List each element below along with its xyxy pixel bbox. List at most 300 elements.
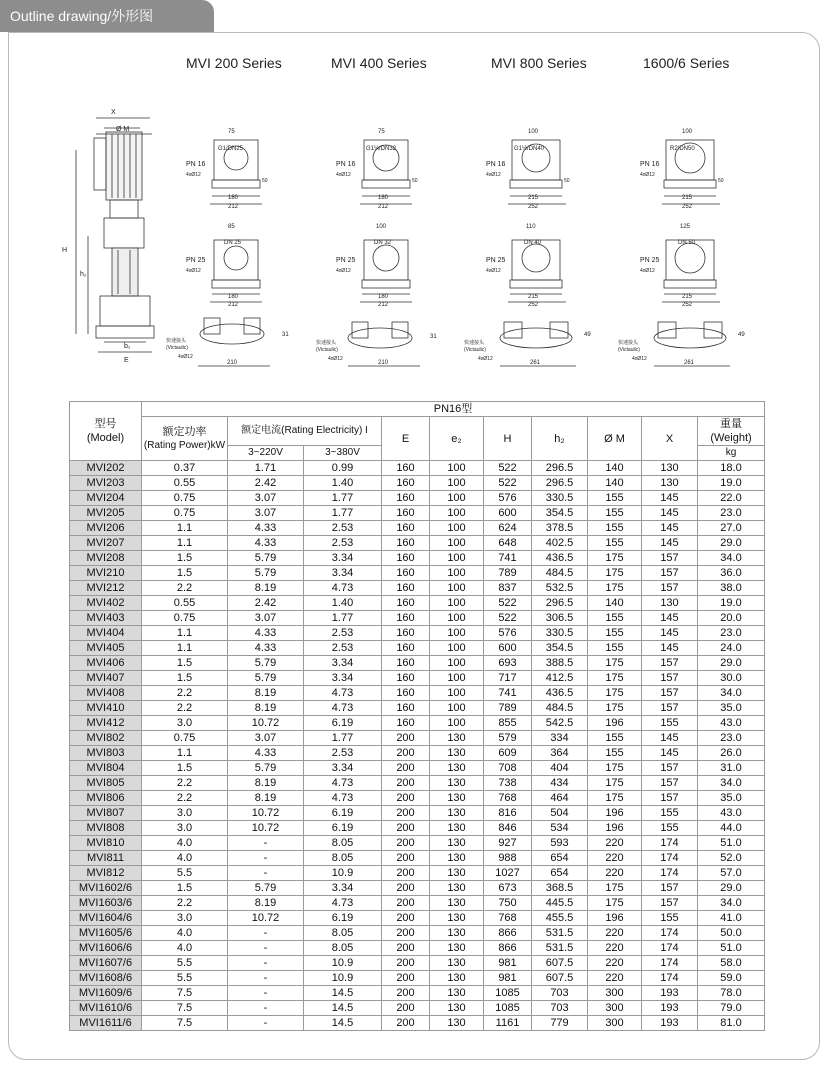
value-cell: 4.33: [228, 536, 304, 551]
value-cell: 306.5: [532, 611, 588, 626]
value-cell: 6.19: [304, 806, 382, 821]
value-cell: 145: [642, 626, 698, 641]
value-cell: 10.9: [304, 866, 382, 881]
mvi400-views: [348, 140, 420, 366]
value-cell: -: [228, 926, 304, 941]
value-cell: 193: [642, 1001, 698, 1016]
model-cell: MVI403: [70, 611, 142, 626]
value-cell: 155: [588, 641, 642, 656]
value-cell: 200: [382, 791, 430, 806]
model-cell: MVI812: [70, 866, 142, 881]
value-cell: 43.0: [698, 716, 765, 731]
value-cell: 2.2: [142, 791, 228, 806]
value-cell: 0.37: [142, 461, 228, 476]
svg-text:50: 50: [412, 178, 418, 184]
table-row: [70, 926, 765, 941]
value-cell: 2.2: [142, 686, 228, 701]
svg-text:49: 49: [738, 332, 745, 338]
svg-text:G1/DN25: G1/DN25: [218, 146, 244, 152]
table-row: [70, 761, 765, 776]
value-cell: 196: [588, 911, 642, 926]
value-cell: 200: [382, 941, 430, 956]
value-cell: 5.79: [228, 761, 304, 776]
svg-text:PN 16: PN 16: [486, 161, 506, 168]
series-title-mvi400: MVI 400 Series: [331, 55, 427, 71]
value-cell: 10.72: [228, 806, 304, 821]
value-cell: 703: [532, 986, 588, 1001]
value-cell: 5.5: [142, 956, 228, 971]
value-cell: 436.5: [532, 551, 588, 566]
table-row: [70, 686, 765, 701]
svg-text:100: 100: [528, 129, 539, 135]
value-cell: 4.73: [304, 776, 382, 791]
model-cell: MVI1604/6: [70, 911, 142, 926]
table-row: [70, 971, 765, 986]
model-cell: MVI405: [70, 641, 142, 656]
power-header: 额定功率 (Rating Power)kW: [142, 417, 228, 461]
value-cell: 130: [430, 821, 484, 836]
model-cell: MVI803: [70, 746, 142, 761]
svg-text:75: 75: [228, 129, 235, 135]
value-cell: 10.72: [228, 911, 304, 926]
model-header: 型号 (Model): [70, 402, 142, 461]
value-cell: 609: [484, 746, 532, 761]
value-cell: 464: [532, 791, 588, 806]
value-cell: 388.5: [532, 656, 588, 671]
col-header-h: H: [484, 417, 532, 461]
value-cell: 981: [484, 971, 532, 986]
table-row: [70, 746, 765, 761]
value-cell: 534: [532, 821, 588, 836]
value-cell: 174: [642, 941, 698, 956]
current-header: 额定电流(Rating Electricity) I: [228, 417, 382, 446]
svg-text:4xØ12: 4xØ12: [186, 172, 201, 178]
value-cell: 648: [484, 536, 532, 551]
value-cell: 175: [588, 896, 642, 911]
value-cell: 1.40: [304, 596, 382, 611]
value-cell: -: [228, 971, 304, 986]
value-cell: 34.0: [698, 896, 765, 911]
value-cell: 8.05: [304, 836, 382, 851]
value-cell: 160: [382, 626, 430, 641]
model-cell: MVI204: [70, 491, 142, 506]
value-cell: 330.5: [532, 491, 588, 506]
value-cell: 155: [642, 716, 698, 731]
value-cell: 59.0: [698, 971, 765, 986]
value-cell: 693: [484, 656, 532, 671]
mvi200-views: [198, 140, 270, 366]
value-cell: 1.77: [304, 491, 382, 506]
value-cell: 4.73: [304, 896, 382, 911]
value-cell: 155: [642, 911, 698, 926]
value-cell: 29.0: [698, 536, 765, 551]
value-cell: 8.05: [304, 926, 382, 941]
spec-table: [69, 401, 765, 1031]
value-cell: 10.72: [228, 821, 304, 836]
value-cell: 866: [484, 941, 532, 956]
svg-text:快速接头: 快速接头: [316, 340, 337, 346]
value-cell: 3.0: [142, 716, 228, 731]
value-cell: 300: [588, 1001, 642, 1016]
value-cell: 145: [642, 641, 698, 656]
value-cell: 19.0: [698, 476, 765, 491]
value-cell: 100: [430, 536, 484, 551]
value-cell: 29.0: [698, 656, 765, 671]
value-cell: 3.34: [304, 551, 382, 566]
value-cell: 296.5: [532, 461, 588, 476]
model-cell: MVI807: [70, 806, 142, 821]
value-cell: 175: [588, 566, 642, 581]
table-row: [70, 896, 765, 911]
svg-text:210: 210: [378, 360, 389, 366]
svg-text:252: 252: [528, 204, 539, 210]
svg-text:100: 100: [682, 129, 693, 135]
value-cell: 100: [430, 461, 484, 476]
col-header-e2: e₂: [430, 417, 484, 461]
value-cell: 6.19: [304, 716, 382, 731]
svg-text:261: 261: [530, 360, 541, 366]
value-cell: 522: [484, 476, 532, 491]
table-row: [70, 911, 765, 926]
group-header: PN16型: [142, 402, 765, 417]
col-header-h2: h₂: [532, 417, 588, 461]
svg-text:PN 16: PN 16: [640, 161, 660, 168]
model-cell: MVI1610/6: [70, 1001, 142, 1016]
value-cell: 23.0: [698, 626, 765, 641]
value-cell: 140: [588, 596, 642, 611]
value-cell: 4.0: [142, 941, 228, 956]
svg-text:100: 100: [376, 224, 387, 230]
value-cell: -: [228, 851, 304, 866]
value-cell: 130: [430, 956, 484, 971]
value-cell: 296.5: [532, 596, 588, 611]
value-cell: 220: [588, 971, 642, 986]
value-cell: 789: [484, 566, 532, 581]
value-cell: 175: [588, 686, 642, 701]
value-cell: 160: [382, 701, 430, 716]
value-cell: 3.07: [228, 731, 304, 746]
value-cell: 20.0: [698, 611, 765, 626]
value-cell: 8.05: [304, 851, 382, 866]
value-cell: 200: [382, 926, 430, 941]
svg-text:50: 50: [564, 178, 570, 184]
value-cell: 5.79: [228, 566, 304, 581]
value-cell: 160: [382, 521, 430, 536]
value-cell: 3.34: [304, 671, 382, 686]
svg-text:4xØ12: 4xØ12: [336, 172, 351, 178]
value-cell: 22.0: [698, 491, 765, 506]
value-cell: 160: [382, 551, 430, 566]
value-cell: 145: [642, 731, 698, 746]
svg-text:DN 32: DN 32: [374, 240, 392, 246]
value-cell: 79.0: [698, 1001, 765, 1016]
value-cell: 220: [588, 956, 642, 971]
value-cell: 100: [430, 716, 484, 731]
value-cell: 130: [430, 971, 484, 986]
svg-text:G1¼/DN32: G1¼/DN32: [366, 146, 397, 152]
value-cell: 3.34: [304, 761, 382, 776]
value-cell: 1085: [484, 1001, 532, 1016]
value-cell: 175: [588, 881, 642, 896]
value-cell: 100: [430, 491, 484, 506]
spec-table-body: [70, 461, 765, 1031]
model-cell: MVI1603/6: [70, 896, 142, 911]
value-cell: 1085: [484, 986, 532, 1001]
value-cell: 300: [588, 986, 642, 1001]
table-row: [70, 626, 765, 641]
value-cell: 607.5: [532, 956, 588, 971]
value-cell: 532.5: [532, 581, 588, 596]
value-cell: 1.5: [142, 656, 228, 671]
value-cell: 130: [430, 731, 484, 746]
value-cell: 1.1: [142, 626, 228, 641]
value-cell: 1.40: [304, 476, 382, 491]
value-cell: 155: [588, 506, 642, 521]
value-cell: 160: [382, 716, 430, 731]
value-cell: 988: [484, 851, 532, 866]
model-cell: MVI1605/6: [70, 926, 142, 941]
value-cell: 100: [430, 641, 484, 656]
model-cell: MVI811: [70, 851, 142, 866]
value-cell: 155: [642, 821, 698, 836]
svg-text:31: 31: [282, 332, 289, 338]
svg-text:212: 212: [228, 204, 239, 210]
svg-text:261: 261: [684, 360, 695, 366]
value-cell: 334: [532, 731, 588, 746]
pump-elevation-drawing: [76, 118, 154, 352]
value-cell: 157: [642, 656, 698, 671]
value-cell: 78.0: [698, 986, 765, 1001]
value-cell: 2.42: [228, 476, 304, 491]
svg-text:125: 125: [680, 224, 691, 230]
svg-text:PN 25: PN 25: [640, 257, 660, 264]
value-cell: 160: [382, 641, 430, 656]
value-cell: 36.0: [698, 566, 765, 581]
value-cell: 1.77: [304, 611, 382, 626]
value-cell: 145: [642, 521, 698, 536]
table-row: [70, 461, 765, 476]
value-cell: 436.5: [532, 686, 588, 701]
value-cell: 4.33: [228, 746, 304, 761]
value-cell: 1.5: [142, 566, 228, 581]
value-cell: 27.0: [698, 521, 765, 536]
model-cell: MVI206: [70, 521, 142, 536]
value-cell: 2.2: [142, 701, 228, 716]
value-cell: 779: [532, 1016, 588, 1031]
value-cell: 81.0: [698, 1016, 765, 1031]
value-cell: 484.5: [532, 701, 588, 716]
value-cell: 354.5: [532, 641, 588, 656]
value-cell: 3.07: [228, 506, 304, 521]
model-cell: MVI805: [70, 776, 142, 791]
value-cell: 354.5: [532, 506, 588, 521]
value-cell: 738: [484, 776, 532, 791]
svg-text:180: 180: [378, 195, 389, 201]
value-cell: 846: [484, 821, 532, 836]
svg-text:110: 110: [526, 224, 536, 230]
value-cell: 600: [484, 641, 532, 656]
value-cell: 29.0: [698, 881, 765, 896]
value-cell: 5.79: [228, 656, 304, 671]
value-cell: 160: [382, 596, 430, 611]
value-cell: 624: [484, 521, 532, 536]
label-phi-m: Ø M: [116, 126, 130, 133]
table-row: [70, 506, 765, 521]
value-cell: 522: [484, 611, 532, 626]
value-cell: 768: [484, 791, 532, 806]
value-cell: 200: [382, 896, 430, 911]
value-cell: 175: [588, 761, 642, 776]
model-cell: MVI207: [70, 536, 142, 551]
table-row: [70, 596, 765, 611]
table-row: [70, 851, 765, 866]
table-row: [70, 806, 765, 821]
table-row: [70, 731, 765, 746]
svg-text:4xØ12: 4xØ12: [640, 172, 655, 178]
table-row: [70, 716, 765, 731]
svg-text:4xØ12: 4xØ12: [186, 268, 201, 274]
value-cell: 35.0: [698, 701, 765, 716]
value-cell: 1.1: [142, 641, 228, 656]
value-cell: 100: [430, 611, 484, 626]
series-title-mvi200: MVI 200 Series: [186, 55, 282, 71]
value-cell: 8.19: [228, 581, 304, 596]
model-cell: MVI212: [70, 581, 142, 596]
model-cell: MVI408: [70, 686, 142, 701]
value-cell: 4.0: [142, 926, 228, 941]
svg-text:252: 252: [682, 204, 693, 210]
svg-text:75: 75: [378, 129, 385, 135]
value-cell: 542.5: [532, 716, 588, 731]
value-cell: 1.71: [228, 461, 304, 476]
value-cell: 200: [382, 866, 430, 881]
table-row: [70, 791, 765, 806]
value-cell: 157: [642, 881, 698, 896]
svg-text:4xØ12: 4xØ12: [632, 356, 647, 362]
value-cell: 8.05: [304, 941, 382, 956]
value-cell: 200: [382, 881, 430, 896]
value-cell: 200: [382, 836, 430, 851]
value-cell: 300: [588, 1016, 642, 1031]
value-cell: 3.34: [304, 881, 382, 896]
value-cell: 43.0: [698, 806, 765, 821]
value-cell: 31.0: [698, 761, 765, 776]
table-row: [70, 956, 765, 971]
weight-unit: kg: [698, 446, 765, 461]
table-row: [70, 866, 765, 881]
value-cell: 576: [484, 491, 532, 506]
model-cell: MVI804: [70, 761, 142, 776]
value-cell: 160: [382, 461, 430, 476]
value-cell: 130: [430, 1016, 484, 1031]
value-cell: 200: [382, 851, 430, 866]
value-cell: 1.5: [142, 761, 228, 776]
value-cell: 14.5: [304, 986, 382, 1001]
value-cell: 145: [642, 536, 698, 551]
value-cell: 504: [532, 806, 588, 821]
value-cell: 174: [642, 956, 698, 971]
col-header-phi-m: Ø M: [588, 417, 642, 461]
value-cell: 174: [642, 866, 698, 881]
svg-text:PN 25: PN 25: [336, 257, 356, 264]
value-cell: 130: [642, 476, 698, 491]
value-cell: 2.53: [304, 536, 382, 551]
label-h: H: [62, 247, 68, 254]
series-title-mvi1600: 1600/6 Series: [643, 55, 730, 71]
value-cell: 100: [430, 671, 484, 686]
value-cell: 157: [642, 686, 698, 701]
value-cell: 155: [588, 626, 642, 641]
value-cell: 175: [588, 701, 642, 716]
svg-text:4xØ12: 4xØ12: [486, 268, 501, 274]
value-cell: 130: [430, 806, 484, 821]
value-cell: 5.79: [228, 671, 304, 686]
svg-text:4xØ12: 4xØ12: [486, 172, 501, 178]
value-cell: 1.1: [142, 521, 228, 536]
value-cell: 196: [588, 716, 642, 731]
value-cell: -: [228, 1016, 304, 1031]
value-cell: 2.53: [304, 626, 382, 641]
value-cell: 100: [430, 686, 484, 701]
model-cell: MVI210: [70, 566, 142, 581]
model-cell: MVI802: [70, 731, 142, 746]
table-row: [70, 491, 765, 506]
value-cell: 6.19: [304, 821, 382, 836]
svg-text:180: 180: [228, 195, 239, 201]
table-row: [70, 611, 765, 626]
value-cell: 1161: [484, 1016, 532, 1031]
svg-text:PN 16: PN 16: [336, 161, 356, 168]
value-cell: 4.33: [228, 626, 304, 641]
svg-text:212: 212: [378, 204, 389, 210]
value-cell: 100: [430, 551, 484, 566]
mvi1600-views: [654, 140, 730, 366]
value-cell: 7.5: [142, 1001, 228, 1016]
value-cell: 2.2: [142, 896, 228, 911]
value-cell: 200: [382, 971, 430, 986]
svg-text:210: 210: [227, 360, 238, 366]
svg-text:252: 252: [682, 302, 693, 308]
value-cell: 160: [382, 581, 430, 596]
value-cell: 52.0: [698, 851, 765, 866]
value-cell: 130: [430, 941, 484, 956]
value-cell: 100: [430, 521, 484, 536]
value-cell: 100: [430, 626, 484, 641]
label-b1: b₁: [124, 343, 131, 350]
value-cell: 160: [382, 566, 430, 581]
value-cell: 175: [588, 671, 642, 686]
svg-text:4xØ12: 4xØ12: [478, 356, 493, 362]
svg-text:R2/DN50: R2/DN50: [670, 146, 695, 152]
value-cell: 130: [430, 791, 484, 806]
value-cell: 14.5: [304, 1016, 382, 1031]
table-row: [70, 476, 765, 491]
value-cell: 296.5: [532, 476, 588, 491]
value-cell: 160: [382, 536, 430, 551]
value-cell: 100: [430, 566, 484, 581]
value-cell: 157: [642, 581, 698, 596]
value-cell: 50.0: [698, 926, 765, 941]
value-cell: 8.19: [228, 896, 304, 911]
value-cell: 140: [588, 476, 642, 491]
value-cell: 866: [484, 926, 532, 941]
model-cell: MVI806: [70, 791, 142, 806]
value-cell: 160: [382, 611, 430, 626]
svg-text:(Victaulic): (Victaulic): [464, 347, 486, 353]
value-cell: 100: [430, 476, 484, 491]
series-title-mvi800: MVI 800 Series: [491, 55, 587, 71]
value-cell: 200: [382, 806, 430, 821]
